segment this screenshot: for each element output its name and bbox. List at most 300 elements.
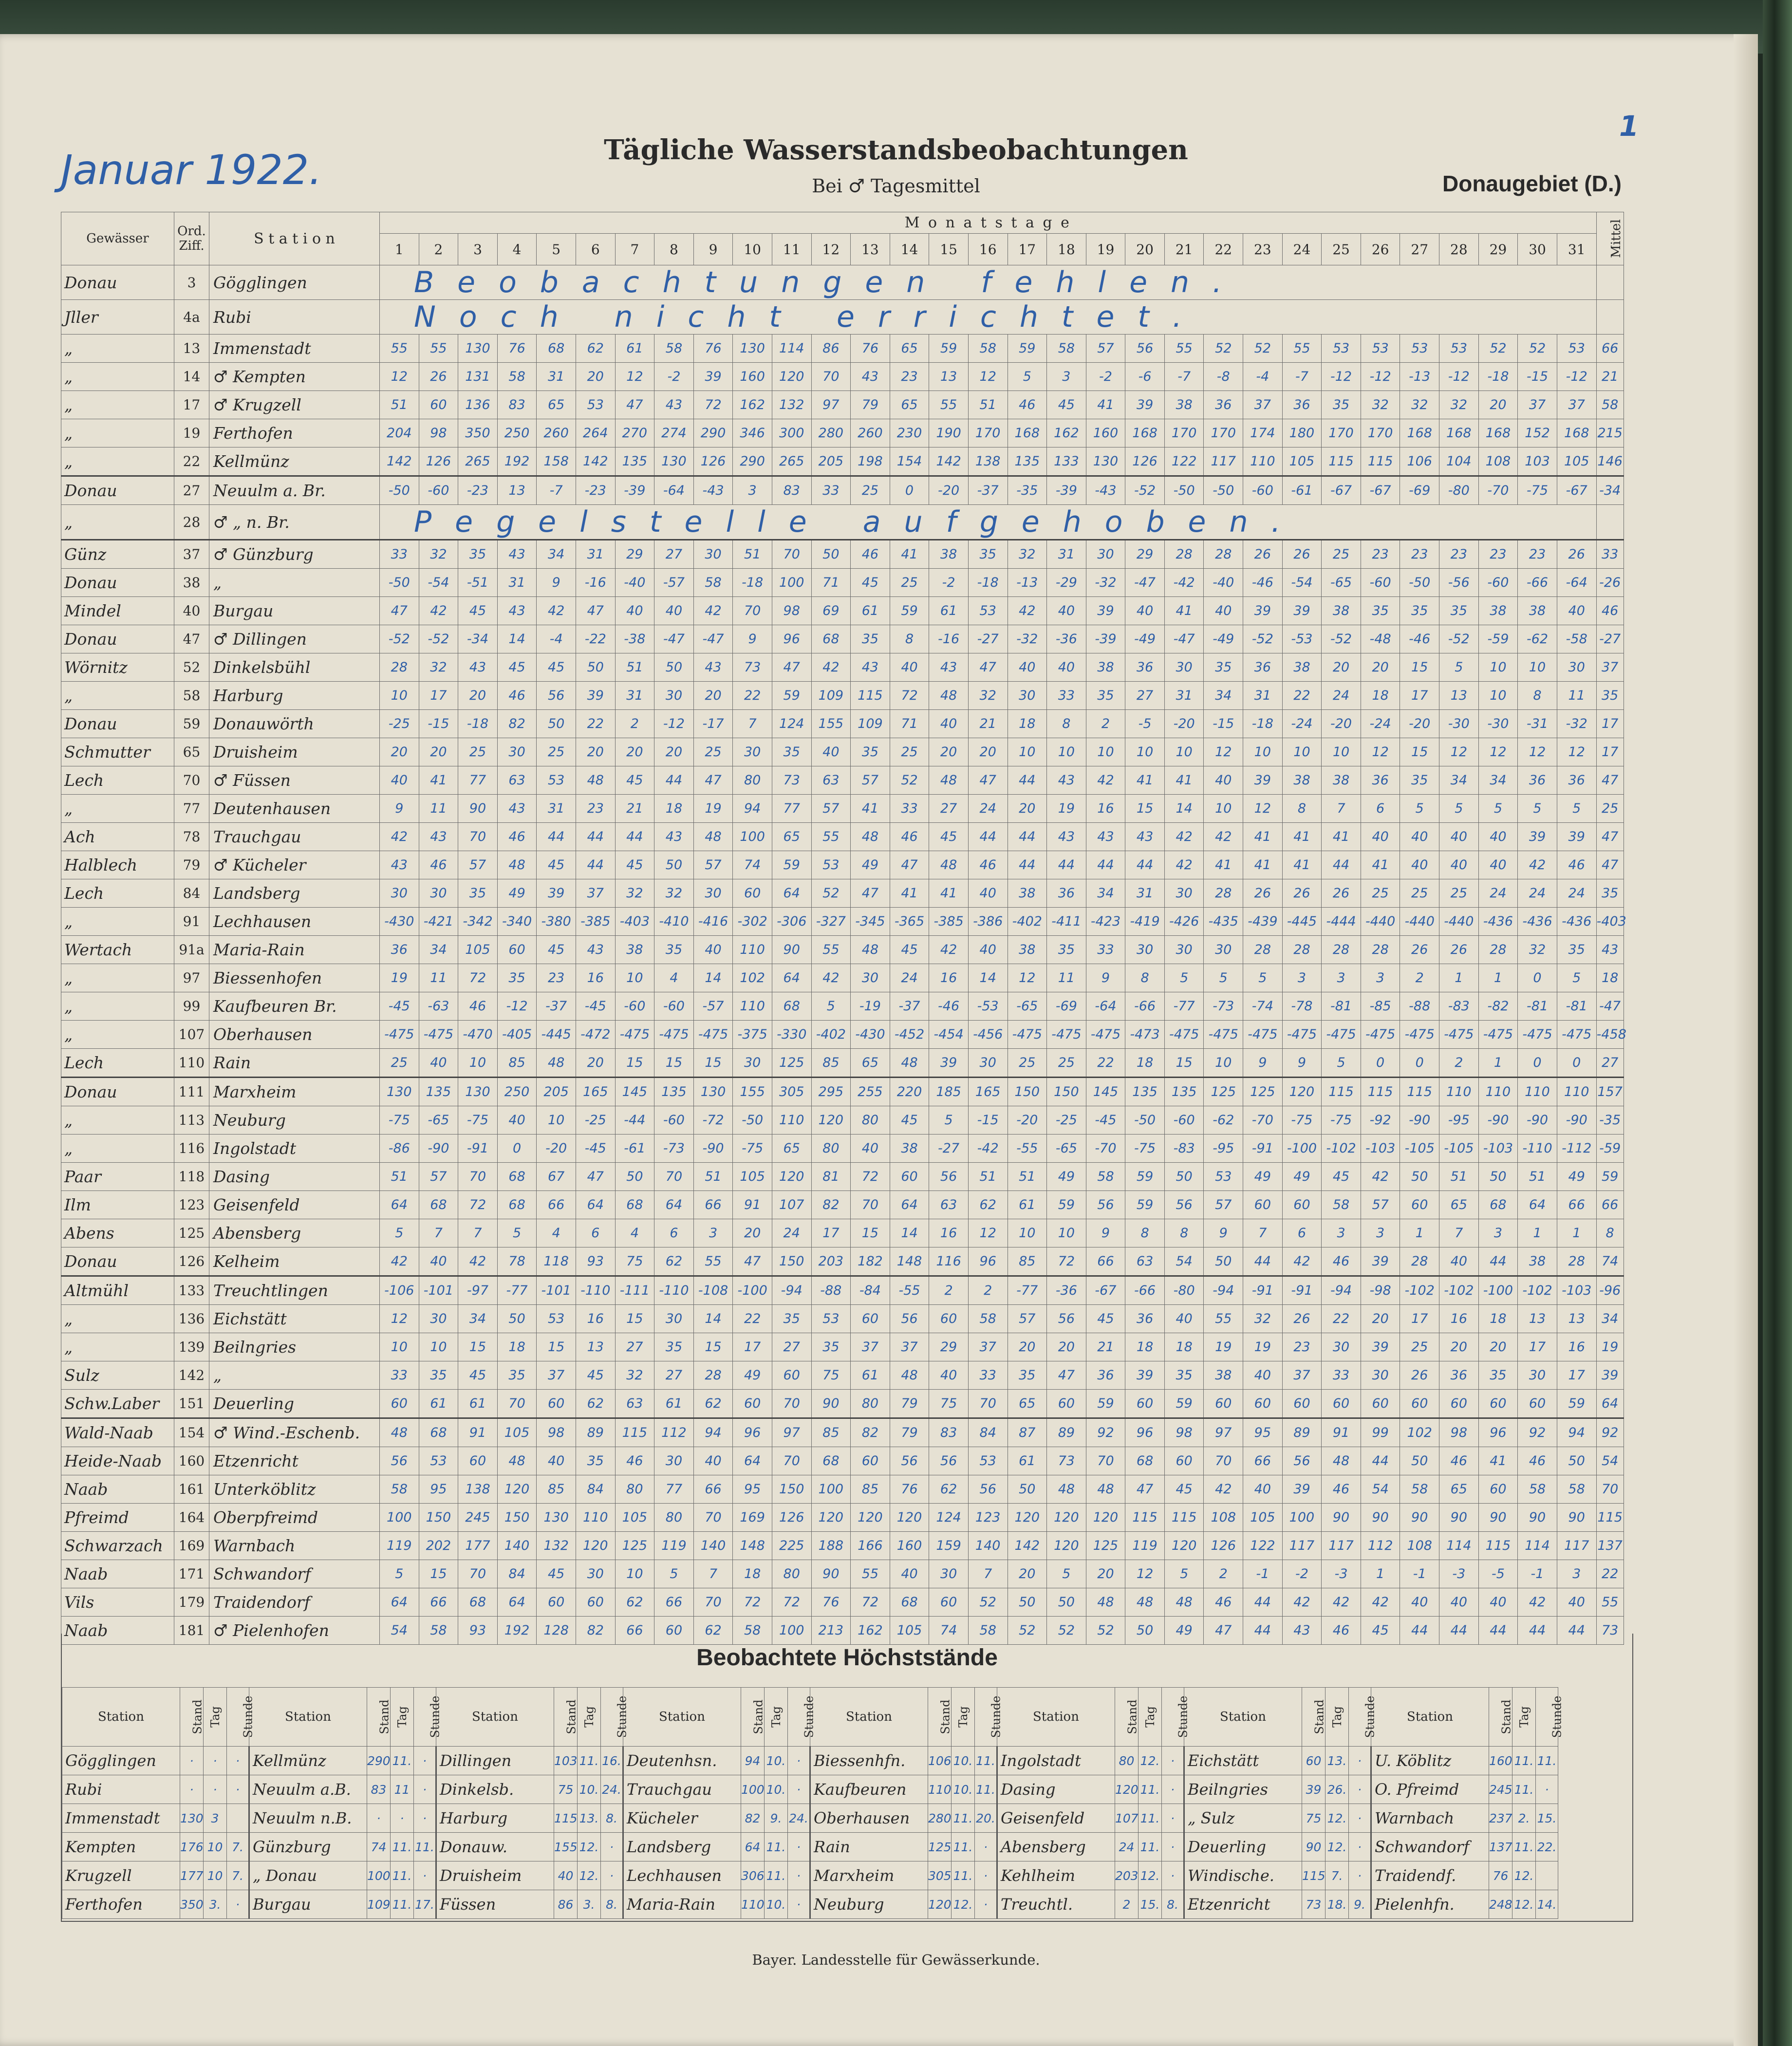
day-value-cell: 43 bbox=[693, 653, 733, 682]
day-value-cell: 274 bbox=[654, 419, 694, 447]
day-value-cell: 37 bbox=[1518, 391, 1557, 419]
day-value-cell: 40 bbox=[1478, 1588, 1518, 1617]
day-value-cell: 57 bbox=[693, 851, 733, 879]
ord-cell: 142 bbox=[174, 1361, 209, 1390]
day-value-cell: 41 bbox=[851, 795, 890, 823]
day-value-cell: 58 bbox=[1322, 1191, 1361, 1219]
hoechst-header-stunde bbox=[1536, 1688, 1564, 1747]
day-value-cell: -77 bbox=[1164, 992, 1204, 1021]
day-value-cell: -47 bbox=[1164, 625, 1204, 653]
day-header: 17 bbox=[1008, 234, 1047, 265]
header-mittel bbox=[1596, 212, 1624, 265]
day-value-cell: 81 bbox=[811, 1163, 851, 1191]
hoechst-stunde-cell: · bbox=[1349, 1747, 1371, 1775]
gewaesser-cell: Ach bbox=[61, 823, 174, 851]
day-value-cell: 58 bbox=[419, 1617, 458, 1645]
day-value-cell: 73 bbox=[733, 653, 772, 682]
day-value-cell: -18 bbox=[1243, 710, 1283, 738]
day-value-cell: 61 bbox=[458, 1390, 498, 1418]
day-value-cell: 79 bbox=[890, 1418, 929, 1447]
day-value-cell: 19 bbox=[380, 964, 419, 992]
day-value-cell: 17 bbox=[1557, 1361, 1596, 1390]
day-value-cell: 40 bbox=[1204, 766, 1243, 795]
day-value-cell: -470 bbox=[458, 1021, 498, 1049]
hoechst-stunde-cell: 17. bbox=[414, 1890, 436, 1919]
mittel-cell: -47 bbox=[1596, 992, 1624, 1021]
day-value-cell: 10 bbox=[1047, 1219, 1086, 1247]
day-value-cell: 42 bbox=[1204, 823, 1243, 851]
day-value-cell: 114 bbox=[772, 335, 811, 363]
hoechst-tag-cell: 10. bbox=[765, 1890, 788, 1919]
day-value-cell: 4 bbox=[615, 1219, 654, 1247]
hoechst-tag-cell: 18. bbox=[1325, 1890, 1349, 1919]
day-value-cell: 124 bbox=[772, 710, 811, 738]
day-value-cell: 85 bbox=[497, 1049, 537, 1078]
day-value-cell: 25 bbox=[1008, 1049, 1047, 1078]
day-value-cell: 90 bbox=[1361, 1504, 1400, 1532]
day-value-cell: 18 bbox=[733, 1560, 772, 1588]
day-value-cell: 120 bbox=[890, 1504, 929, 1532]
day-value-cell: 44 bbox=[1361, 1447, 1400, 1475]
day-value-cell: 32 bbox=[1361, 391, 1400, 419]
hoechst-tag-cell: · bbox=[391, 1804, 414, 1833]
hoechst-stand-cell: 155 bbox=[554, 1833, 578, 1861]
station-row bbox=[61, 1135, 1624, 1163]
day-value-cell: 48 bbox=[497, 851, 537, 879]
gewaesser-cell: Jller bbox=[61, 300, 174, 335]
day-value-cell: -90 bbox=[1400, 1106, 1439, 1135]
station-cell: Abensberg bbox=[209, 1219, 380, 1247]
day-value-cell: -475 bbox=[1008, 1021, 1047, 1049]
day-value-cell: 12 bbox=[1008, 964, 1047, 992]
day-value-cell: -90 bbox=[1518, 1106, 1557, 1135]
day-value-cell: 38 bbox=[615, 936, 654, 964]
day-value-cell: 16 bbox=[929, 964, 969, 992]
day-value-cell: 30 bbox=[1164, 879, 1204, 908]
day-value-cell: 53 bbox=[811, 1305, 851, 1333]
hoechst-tag-cell: 11. bbox=[1512, 1833, 1536, 1861]
day-value-cell: 53 bbox=[1400, 335, 1439, 363]
station-cell: Ingolstadt bbox=[209, 1135, 380, 1163]
hoechst-stunde-cell: 22. bbox=[1536, 1833, 1558, 1861]
day-value-cell: 166 bbox=[851, 1532, 890, 1560]
day-value-cell: -475 bbox=[1478, 1021, 1518, 1049]
day-value-cell: 18 bbox=[654, 795, 694, 823]
day-value-cell: 126 bbox=[772, 1504, 811, 1532]
day-value-cell: -60 bbox=[419, 476, 458, 505]
day-value-cell: 49 bbox=[1164, 1617, 1204, 1645]
mittel-cell: 35 bbox=[1596, 682, 1624, 710]
day-value-cell: 162 bbox=[1047, 419, 1086, 447]
hoechst-stunde-cell: · bbox=[1349, 1861, 1371, 1890]
ord-cell: 118 bbox=[174, 1163, 209, 1191]
day-value-cell: 66 bbox=[615, 1617, 654, 1645]
station-row bbox=[61, 964, 1624, 992]
day-value-cell: 255 bbox=[851, 1078, 890, 1106]
hoechst-header-station: Station bbox=[1371, 1688, 1489, 1747]
day-value-cell: 35 bbox=[1204, 653, 1243, 682]
day-header: 8 bbox=[654, 234, 694, 265]
day-value-cell: -105 bbox=[1400, 1135, 1439, 1163]
hoechst-tag-cell: 9. bbox=[765, 1804, 788, 1833]
hoechst-tag-cell: 3. bbox=[578, 1890, 601, 1919]
day-value-cell: 42 bbox=[1518, 1588, 1557, 1617]
hoechst-stand-cell: 40 bbox=[554, 1861, 578, 1890]
day-value-cell: 80 bbox=[772, 1560, 811, 1588]
day-value-cell: -345 bbox=[851, 908, 890, 936]
day-value-cell: 110 bbox=[1557, 1078, 1596, 1106]
day-header: 15 bbox=[929, 234, 969, 265]
day-value-cell: 65 bbox=[1008, 1390, 1047, 1418]
hoechst-tag-cell: 12. bbox=[1512, 1890, 1536, 1919]
day-value-cell: 0 bbox=[1400, 1049, 1439, 1078]
day-value-cell: 98 bbox=[537, 1418, 576, 1447]
day-value-cell: 130 bbox=[1086, 447, 1125, 476]
day-value-cell: -67 bbox=[1361, 476, 1400, 505]
mittel-cell: 58 bbox=[1596, 391, 1624, 419]
hoechst-station-cell: Neuulm n.B. bbox=[249, 1804, 367, 1833]
day-value-cell: 75 bbox=[929, 1390, 969, 1418]
hoechst-station-cell: Eichstätt bbox=[1184, 1747, 1302, 1775]
day-value-cell: 20 bbox=[419, 738, 458, 766]
day-value-cell: 32 bbox=[1518, 936, 1557, 964]
mittel-cell: -35 bbox=[1596, 1106, 1624, 1135]
hoechst-header-stunde bbox=[227, 1688, 255, 1747]
day-value-cell: 62 bbox=[693, 1390, 733, 1418]
day-value-cell: 46 bbox=[1008, 391, 1047, 419]
day-value-cell: 45 bbox=[537, 1560, 576, 1588]
day-value-cell: 95 bbox=[733, 1475, 772, 1504]
day-value-cell: 25 bbox=[1047, 1049, 1086, 1078]
hoechst-header-label: Tag bbox=[582, 1706, 596, 1728]
station-cell: Rain bbox=[209, 1049, 380, 1078]
day-value-cell: 6 bbox=[576, 1219, 615, 1247]
station-row bbox=[61, 625, 1624, 653]
hoechst-stand-cell: 137 bbox=[1489, 1833, 1512, 1861]
day-value-cell: -60 bbox=[654, 992, 694, 1021]
ord-cell: 47 bbox=[174, 625, 209, 653]
day-value-cell: 38 bbox=[1322, 766, 1361, 795]
day-value-cell: 41 bbox=[1125, 766, 1165, 795]
day-value-cell: 120 bbox=[576, 1532, 615, 1560]
day-value-cell: 136 bbox=[458, 391, 498, 419]
day-value-cell: 50 bbox=[1478, 1163, 1518, 1191]
day-value-cell: -52 bbox=[1322, 625, 1361, 653]
day-value-cell: 43 bbox=[497, 540, 537, 569]
day-value-cell: 115 bbox=[1125, 1504, 1165, 1532]
gewaesser-cell: Donau bbox=[61, 265, 174, 300]
hoechst-stunde-cell: 24. bbox=[788, 1804, 810, 1833]
day-value-cell: -3 bbox=[1322, 1560, 1361, 1588]
day-value-cell: -340 bbox=[497, 908, 537, 936]
day-value-cell: 20 bbox=[576, 363, 615, 391]
station-row bbox=[61, 540, 1624, 569]
day-value-cell: 95 bbox=[1243, 1418, 1283, 1447]
day-value-cell: 39 bbox=[1125, 1361, 1165, 1390]
day-value-cell: 142 bbox=[380, 447, 419, 476]
day-value-cell: -94 bbox=[1322, 1276, 1361, 1305]
day-value-cell: 49 bbox=[497, 879, 537, 908]
day-value-cell: 40 bbox=[1047, 597, 1086, 625]
day-value-cell: 60 bbox=[1361, 1390, 1400, 1418]
day-value-cell: 1 bbox=[1557, 1219, 1596, 1247]
day-value-cell: 59 bbox=[772, 682, 811, 710]
day-value-cell: 49 bbox=[1557, 1163, 1596, 1191]
day-value-cell: 45 bbox=[890, 936, 929, 964]
day-value-cell: 182 bbox=[851, 1247, 890, 1276]
day-value-cell: 44 bbox=[1008, 766, 1047, 795]
day-value-cell: 70 bbox=[811, 363, 851, 391]
day-value-cell: -94 bbox=[1204, 1276, 1243, 1305]
day-value-cell: 170 bbox=[1204, 419, 1243, 447]
station-row bbox=[61, 265, 1624, 300]
day-value-cell: 47 bbox=[1047, 1361, 1086, 1390]
hoechst-tag-cell: 3 bbox=[204, 1804, 227, 1833]
ord-cell: 133 bbox=[174, 1276, 209, 1305]
day-value-cell: -91 bbox=[1243, 1276, 1283, 1305]
day-value-cell: 5 bbox=[811, 992, 851, 1021]
station-row bbox=[61, 597, 1624, 625]
day-value-cell: 66 bbox=[1086, 1247, 1125, 1276]
day-value-cell: 38 bbox=[1322, 597, 1361, 625]
day-value-cell: 50 bbox=[1557, 1447, 1596, 1475]
day-value-cell: 60 bbox=[772, 1361, 811, 1390]
day-value-cell: 92 bbox=[1086, 1418, 1125, 1447]
day-value-cell: -15 bbox=[1518, 363, 1557, 391]
day-value-cell: -103 bbox=[1478, 1135, 1518, 1163]
day-value-cell: 5 bbox=[380, 1219, 419, 1247]
day-value-cell: -23 bbox=[458, 476, 498, 505]
day-value-cell: 60 bbox=[1322, 1390, 1361, 1418]
day-value-cell: 3 bbox=[1361, 1219, 1400, 1247]
day-value-cell: -54 bbox=[1282, 569, 1322, 597]
day-value-cell: 5 bbox=[380, 1560, 419, 1588]
day-value-cell: 91 bbox=[733, 1191, 772, 1219]
station-cell: ♂ Kempten bbox=[209, 363, 380, 391]
day-value-cell: 25 bbox=[851, 476, 890, 505]
day-value-cell: 20 bbox=[1086, 1560, 1125, 1588]
day-value-cell: 119 bbox=[380, 1532, 419, 1560]
mittel-cell: 25 bbox=[1596, 795, 1624, 823]
day-value-cell: 148 bbox=[733, 1532, 772, 1560]
hoechst-stunde-cell: · bbox=[1162, 1861, 1184, 1890]
day-value-cell: -100 bbox=[1478, 1276, 1518, 1305]
hoechst-station-cell: Druisheim bbox=[436, 1861, 554, 1890]
day-value-cell: 48 bbox=[537, 1049, 576, 1078]
day-value-cell: 8 bbox=[1125, 1219, 1165, 1247]
day-value-cell: 70 bbox=[693, 1504, 733, 1532]
day-header: 19 bbox=[1086, 234, 1125, 265]
day-value-cell: 20 bbox=[1361, 1305, 1400, 1333]
day-value-cell: 300 bbox=[772, 419, 811, 447]
day-value-cell: 42 bbox=[458, 1247, 498, 1276]
hoechst-stand-cell: 82 bbox=[741, 1804, 765, 1833]
day-value-cell: 47 bbox=[576, 597, 615, 625]
day-value-cell: -20 bbox=[1322, 710, 1361, 738]
hoechst-station-cell: Kempten bbox=[62, 1833, 180, 1861]
day-value-cell: 48 bbox=[890, 1361, 929, 1390]
day-value-cell: -46 bbox=[1400, 625, 1439, 653]
day-value-cell: 42 bbox=[1361, 1163, 1400, 1191]
day-value-cell: -25 bbox=[380, 710, 419, 738]
hoechst-header-stand bbox=[554, 1688, 578, 1747]
hoechst-stunde-cell: 8. bbox=[1162, 1890, 1184, 1919]
station-row bbox=[61, 1333, 1624, 1361]
day-value-cell: 41 bbox=[1282, 823, 1322, 851]
day-value-cell: -4 bbox=[537, 625, 576, 653]
gewaesser-cell: „ bbox=[61, 1333, 174, 1361]
day-value-cell: 28 bbox=[380, 653, 419, 682]
day-value-cell: 105 bbox=[497, 1418, 537, 1447]
day-value-cell: 68 bbox=[811, 625, 851, 653]
day-value-cell: -49 bbox=[1125, 625, 1165, 653]
day-value-cell: 12 bbox=[1439, 738, 1479, 766]
day-value-cell: 43 bbox=[497, 795, 537, 823]
day-value-cell: 9 bbox=[1086, 964, 1125, 992]
header-ord: Ord. Ziff. bbox=[174, 212, 209, 265]
gewaesser-cell: Halblech bbox=[61, 851, 174, 879]
day-value-cell: 47 bbox=[576, 1163, 615, 1191]
day-value-cell: 32 bbox=[1243, 1305, 1283, 1333]
hoechst-header-stunde bbox=[414, 1688, 442, 1747]
ord-cell: 65 bbox=[174, 738, 209, 766]
day-value-cell: -17 bbox=[693, 710, 733, 738]
station-row bbox=[61, 992, 1624, 1021]
day-value-cell: -2 bbox=[654, 363, 694, 391]
day-value-cell: 290 bbox=[693, 419, 733, 447]
day-value-cell: 96 bbox=[733, 1418, 772, 1447]
day-value-cell: 44 bbox=[1086, 851, 1125, 879]
day-value-cell: 25 bbox=[1439, 879, 1479, 908]
day-value-cell: 155 bbox=[811, 710, 851, 738]
day-value-cell: -330 bbox=[772, 1021, 811, 1049]
day-value-cell: 55 bbox=[811, 823, 851, 851]
day-value-cell: 53 bbox=[1322, 335, 1361, 363]
day-value-cell: 50 bbox=[1008, 1588, 1047, 1617]
day-value-cell: -16 bbox=[929, 625, 969, 653]
day-value-cell: 52 bbox=[1086, 1617, 1125, 1645]
day-value-cell: 2 bbox=[1086, 710, 1125, 738]
day-value-cell: 70 bbox=[1204, 1447, 1243, 1475]
day-value-cell: 60 bbox=[1204, 1390, 1243, 1418]
mittel-cell: 27 bbox=[1596, 1049, 1624, 1078]
day-value-cell: -44 bbox=[615, 1106, 654, 1135]
day-value-cell: 45 bbox=[1086, 1305, 1125, 1333]
day-value-cell: 265 bbox=[458, 447, 498, 476]
day-value-cell: -5 bbox=[1478, 1560, 1518, 1588]
day-value-cell: 82 bbox=[851, 1418, 890, 1447]
day-value-cell: 47 bbox=[851, 879, 890, 908]
day-value-cell: 10 bbox=[1282, 738, 1322, 766]
day-value-cell: -69 bbox=[1047, 992, 1086, 1021]
day-value-cell: 72 bbox=[458, 1191, 498, 1219]
day-value-cell: -65 bbox=[419, 1106, 458, 1135]
remark-cell: Noch nicht errichtet. bbox=[380, 300, 1597, 335]
day-value-cell: 39 bbox=[693, 363, 733, 391]
day-value-cell: -3 bbox=[1439, 1560, 1479, 1588]
day-value-cell: 65 bbox=[772, 823, 811, 851]
day-value-cell: -15 bbox=[1204, 710, 1243, 738]
day-value-cell: 44 bbox=[615, 823, 654, 851]
day-value-cell: 37 bbox=[1557, 391, 1596, 419]
day-value-cell: 56 bbox=[968, 1475, 1008, 1504]
day-value-cell: 44 bbox=[576, 851, 615, 879]
day-value-cell: -60 bbox=[1361, 569, 1400, 597]
day-value-cell: 52 bbox=[890, 766, 929, 795]
hoechst-station-cell: Rain bbox=[810, 1833, 928, 1861]
hoechst-stunde-cell bbox=[227, 1804, 249, 1833]
day-value-cell: 36 bbox=[1125, 653, 1165, 682]
day-value-cell: 107 bbox=[772, 1191, 811, 1219]
station-cell: Unterköblitz bbox=[209, 1475, 380, 1504]
day-value-cell: 35 bbox=[1400, 597, 1439, 625]
hoechst-station-cell: Krugzell bbox=[62, 1861, 180, 1890]
day-value-cell: 51 bbox=[693, 1163, 733, 1191]
page-subtitle: Bei ♂ Tagesmittel bbox=[812, 175, 980, 197]
day-value-cell: 84 bbox=[497, 1560, 537, 1588]
station-cell: Oberhausen bbox=[209, 1021, 380, 1049]
day-value-cell: 86 bbox=[811, 335, 851, 363]
day-value-cell: 35 bbox=[811, 1333, 851, 1361]
day-value-cell: 92 bbox=[1518, 1418, 1557, 1447]
day-value-cell: -327 bbox=[811, 908, 851, 936]
day-value-cell: 45 bbox=[1361, 1617, 1400, 1645]
remark-cell: Pegelstelle aufgehoben. bbox=[380, 505, 1597, 540]
day-value-cell: 65 bbox=[772, 1135, 811, 1163]
day-value-cell: 36 bbox=[1557, 766, 1596, 795]
day-value-cell: -59 bbox=[1478, 625, 1518, 653]
day-value-cell: 40 bbox=[890, 653, 929, 682]
day-value-cell: 40 bbox=[851, 1135, 890, 1163]
day-value-cell: 125 bbox=[772, 1049, 811, 1078]
day-value-cell: 155 bbox=[733, 1078, 772, 1106]
day-value-cell: 61 bbox=[615, 335, 654, 363]
day-value-cell: 150 bbox=[1008, 1078, 1047, 1106]
day-value-cell: 14 bbox=[890, 1219, 929, 1247]
day-value-cell: 11 bbox=[1047, 964, 1086, 992]
day-value-cell: -50 bbox=[1125, 1106, 1165, 1135]
day-value-cell: 48 bbox=[929, 851, 969, 879]
day-value-cell: 10 bbox=[1322, 738, 1361, 766]
hoechst-header-label: Stunde bbox=[1363, 1695, 1377, 1738]
mittel-cell: 64 bbox=[1596, 1390, 1624, 1418]
day-value-cell: 34 bbox=[537, 540, 576, 569]
ord-cell: 107 bbox=[174, 1021, 209, 1049]
ord-cell: 13 bbox=[174, 335, 209, 363]
day-value-cell: 27 bbox=[615, 1333, 654, 1361]
day-value-cell: 28 bbox=[1164, 540, 1204, 569]
hoechst-header-tag bbox=[391, 1688, 414, 1747]
day-value-cell: -60 bbox=[1164, 1106, 1204, 1135]
day-value-cell: 68 bbox=[811, 1447, 851, 1475]
day-value-cell: -439 bbox=[1243, 908, 1283, 936]
day-value-cell: 57 bbox=[1204, 1191, 1243, 1219]
ord-cell: 28 bbox=[174, 505, 209, 540]
day-value-cell: -91 bbox=[1282, 1276, 1322, 1305]
day-value-cell: 65 bbox=[851, 1049, 890, 1078]
ord-cell: 169 bbox=[174, 1532, 209, 1560]
day-value-cell: 37 bbox=[576, 879, 615, 908]
day-value-cell: 126 bbox=[1204, 1532, 1243, 1560]
gewaesser-cell: Donau bbox=[61, 625, 174, 653]
day-value-cell: -444 bbox=[1322, 908, 1361, 936]
hoechst-station-cell: „ Donau bbox=[249, 1861, 367, 1890]
day-value-cell: 110 bbox=[576, 1504, 615, 1532]
day-value-cell: 109 bbox=[811, 682, 851, 710]
station-cell: Kellmünz bbox=[209, 447, 380, 476]
day-value-cell: 50 bbox=[1008, 1475, 1047, 1504]
hoechst-station-cell: Kaufbeuren bbox=[810, 1775, 928, 1804]
